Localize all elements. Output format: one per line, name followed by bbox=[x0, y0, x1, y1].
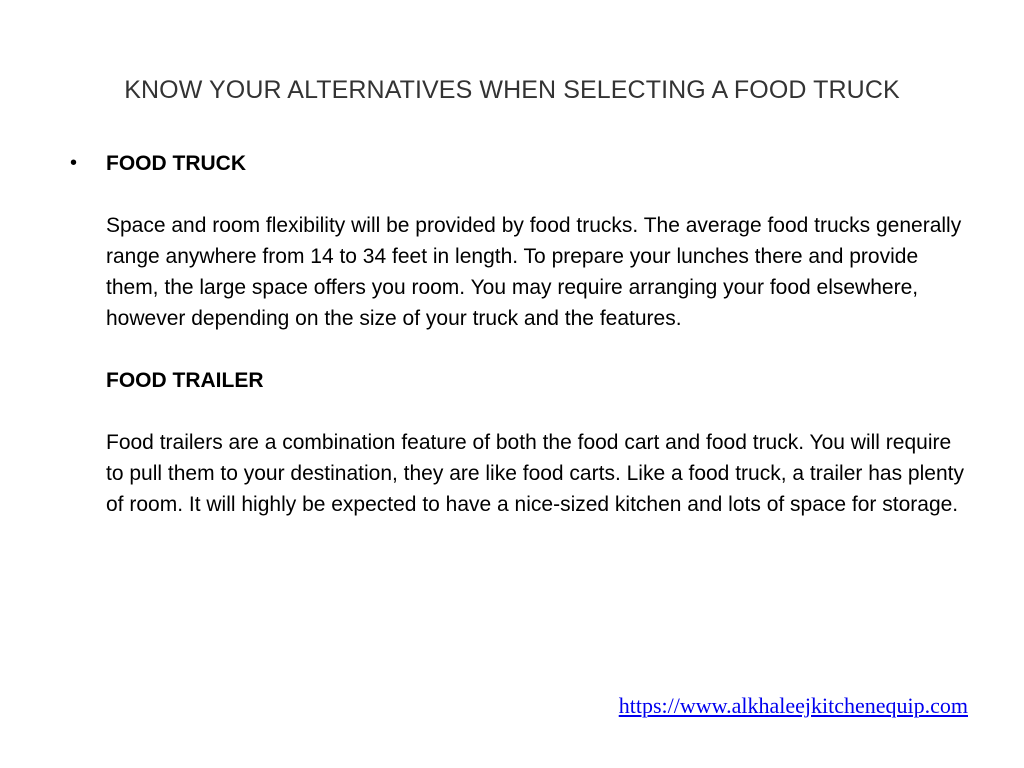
bullet-icon: • bbox=[70, 152, 78, 174]
slide-title: KNOW YOUR ALTERNATIVES WHEN SELECTING A FOOD TRUCK bbox=[124, 76, 900, 104]
section-body-food-truck: Space and room flexibility will be provided by food trucks. The average food trucks generally range anywhere from 14 to 34 feet in length. To prepare your lunches there and provide them, the large space offers you room. You may require arranging your food elsewhere, however depending on the size of your truck and the features. bbox=[106, 214, 962, 330]
spacer bbox=[106, 334, 970, 365]
spacer bbox=[106, 396, 970, 427]
section-body-food-trailer: Food trailers are a combination feature of both the food cart and food truck. You will require to pull them to your destination, they are like food carts. Like a food truck, a trailer has plenty of room. It will highly be expected to have a nice-sized kitchen and lots of space for storage. bbox=[106, 431, 964, 516]
spacer bbox=[106, 179, 970, 210]
slide-content bbox=[70, 148, 970, 520]
section-heading-food-truck: FOOD TRUCK bbox=[106, 152, 246, 175]
bullet-list-item bbox=[70, 148, 970, 520]
section-heading-food-trailer: FOOD TRAILER bbox=[106, 369, 264, 392]
website-link[interactable]: https://www.alkhaleejkitchenequip.com bbox=[618, 693, 968, 718]
